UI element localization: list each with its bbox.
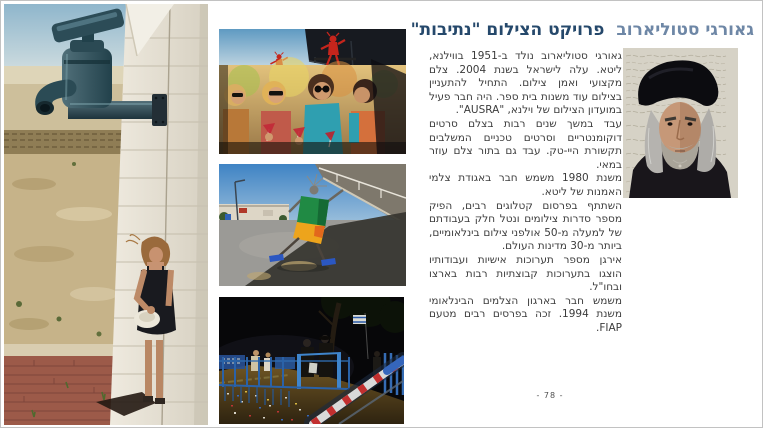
bio-paragraph: משנת 1980 משמש חבר באגודת צלמי האמנות של ליטא. — [429, 172, 623, 198]
night-scene-illustration — [219, 297, 404, 424]
artist-portrait-illustration — [623, 48, 738, 198]
page-title — [411, 20, 754, 40]
street-sculpture-illustration — [219, 164, 406, 286]
bio-paragraph: אירגן מספר תערוכות אישיות ועבודותיו הוצגו בתערוכות קבוצתיות רבות בארצו ובחו"ל. — [429, 253, 622, 294]
photo-artist-portrait — [623, 48, 738, 198]
bio-paragraph: עבד במשך שנים רבות בצלם סרטים דוקומנטריים וסרטים טכניים המשלבים תקשורת היי-טק. עבד גם בתור צלם עוזר במאי. — [429, 117, 622, 171]
page-number: - 78 - — [536, 391, 564, 400]
bio-paragraph: השתתף בפרסום קטלוגים רבים, הפיק מספר סדרות צילומים ונטל חלק בעבודתם של למעלה מ-50 אולפני צילום בינלאומיים, ביותר מ-30 מדינות העולם. — [429, 199, 622, 253]
tap-sculpture-illustration — [4, 4, 208, 425]
bio-paragraph: משמש חבר בארגון הצלמים הבינלאומי משנת 1994. זכה בפרסים רבים מטעם FIAP. — [429, 294, 623, 334]
bio-paragraph: גאורגי סטוליארוב נולד ב-1951 בווילנא, ליטא. עלה לישראל בשנת 2004. צלם מקצועי ואמן צילום. התחיל להתעניין בצילום עוד משנות בית ספר. היה חבר פעיל במועדון הצילום של וילנא, "AUSRA". — [429, 50, 622, 117]
photo-night-scene — [219, 297, 404, 424]
page-content — [410, 1, 762, 427]
billboard-illustration — [219, 29, 406, 154]
photo-running-sculpture — [219, 164, 406, 286]
project-title: פרויקט הצילום "נתיבות" — [410, 20, 605, 40]
photo-billboard-devils — [219, 29, 406, 154]
artist-biography — [429, 50, 622, 335]
photo-tap-sculpture — [4, 4, 208, 425]
artist-name: גאורגי סטוליארוב — [616, 20, 754, 40]
